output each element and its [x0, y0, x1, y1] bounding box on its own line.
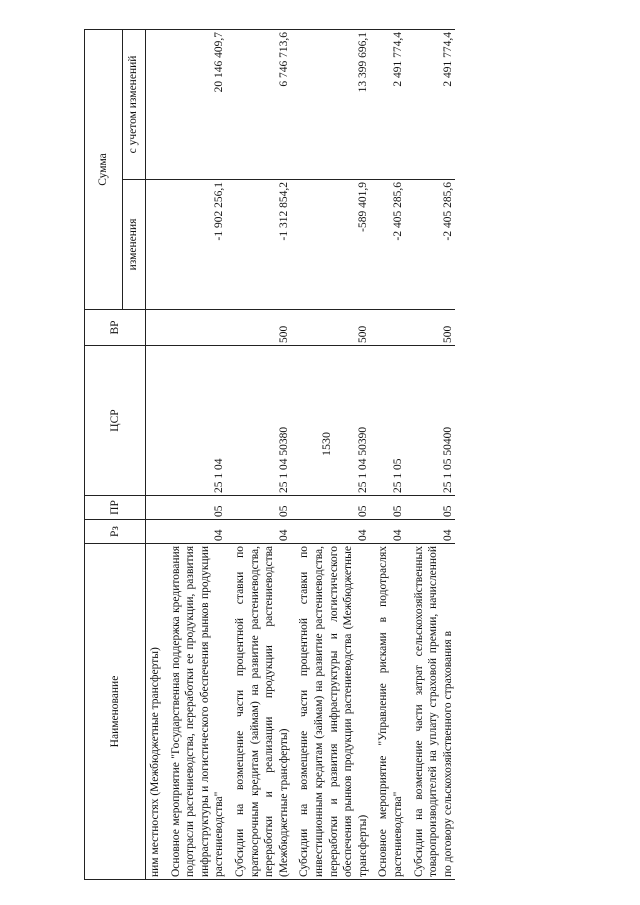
header-pr: ПР [85, 496, 146, 520]
row-csr: 25 1 05 50400 [406, 346, 456, 496]
table-row [227, 29, 291, 879]
row-changes [146, 180, 163, 310]
header-csr: ЦСР [85, 346, 146, 496]
row-rz: 04 [291, 520, 370, 544]
table-row [146, 29, 163, 879]
row-vr: 500 [291, 310, 370, 346]
row-csr: 25 1 05 [370, 346, 405, 496]
row-rz: 04 [227, 520, 291, 544]
row-name: Основное мероприятие "Управление рисками в подотраслях растениеводства" [370, 544, 405, 880]
row-rz: 04 [370, 520, 405, 544]
table-row [291, 29, 370, 879]
row-changes: -1 902 256,1 [163, 180, 227, 310]
row-name: Субсидии на возмещение части процентной ставки по инвестиционным кредитам (займам) на развитие растениеводства, переработки и развития инфраструктуры и логистического обеспечения рынков продукции растениеводства (Межбюджетные трансферты) [291, 544, 370, 880]
row-changes: -2 405 285,6 [370, 180, 405, 310]
header-with-changes: с учетом изменений [122, 29, 145, 179]
header-changes: изменения [122, 180, 145, 310]
table-row [406, 29, 456, 879]
row-csr [146, 346, 163, 496]
header-sum: Сумма [85, 29, 123, 309]
row-with-changes [146, 29, 163, 179]
table-header [85, 29, 146, 879]
row-with-changes: 13 399 696,1 [291, 29, 370, 179]
header-vr: ВР [85, 310, 146, 346]
page-number: 1530 [319, 432, 333, 456]
header-name: Наименование [85, 544, 146, 880]
table-row [163, 29, 227, 879]
row-pr: 05 [406, 496, 456, 520]
row-pr: 05 [163, 496, 227, 520]
row-pr: 05 [370, 496, 405, 520]
row-csr: 25 1 04 50390 [291, 346, 370, 496]
row-with-changes: 6 746 713,6 [227, 29, 291, 179]
row-rz [146, 520, 163, 544]
row-with-changes: 20 146 409,7 [163, 29, 227, 179]
row-with-changes: 2 491 774,4 [370, 29, 405, 179]
row-pr: 05 [227, 496, 291, 520]
row-csr: 25 1 04 [163, 346, 227, 496]
row-changes: -2 405 285,6 [406, 180, 456, 310]
row-pr [146, 496, 163, 520]
table-row [370, 29, 405, 879]
row-rz: 04 [163, 520, 227, 544]
row-name: Субсидии на возмещение части затрат сельскохозяйственных товаропроизводителей на уплату страховой премии, начисленной по договору сельскохозяйственного страхования в [406, 544, 456, 880]
row-pr: 05 [291, 496, 370, 520]
row-changes: -1 312 854,2 [227, 180, 291, 310]
row-name: Субсидии на возмещение части процентной ставки по краткосрочным кредитам (займам) на развитие растениеводства, переработки и реализации продукции растениеводства (Межбюджетные трансферты) [227, 544, 291, 880]
budget-table-sheet [84, 30, 589, 880]
row-rz: 04 [406, 520, 456, 544]
row-with-changes: 2 491 774,4 [406, 29, 456, 179]
row-vr: 500 [406, 310, 456, 346]
row-name: Основное мероприятие "Государственная поддержка кредитования подотрасли растениеводства, переработки ее продукции, развития инфраструктуры и логистического обеспечения рынков продукции растениеводства" [163, 544, 227, 880]
header-rz: Рз [85, 520, 146, 544]
row-vr [163, 310, 227, 346]
row-vr [370, 310, 405, 346]
budget-table [84, 29, 455, 880]
row-vr [146, 310, 163, 346]
row-csr: 25 1 04 50380 [227, 346, 291, 496]
row-changes: -589 401,9 [291, 180, 370, 310]
row-name: ним местностях (Межбюджетные трансферты) [146, 544, 163, 880]
row-vr: 500 [227, 310, 291, 346]
